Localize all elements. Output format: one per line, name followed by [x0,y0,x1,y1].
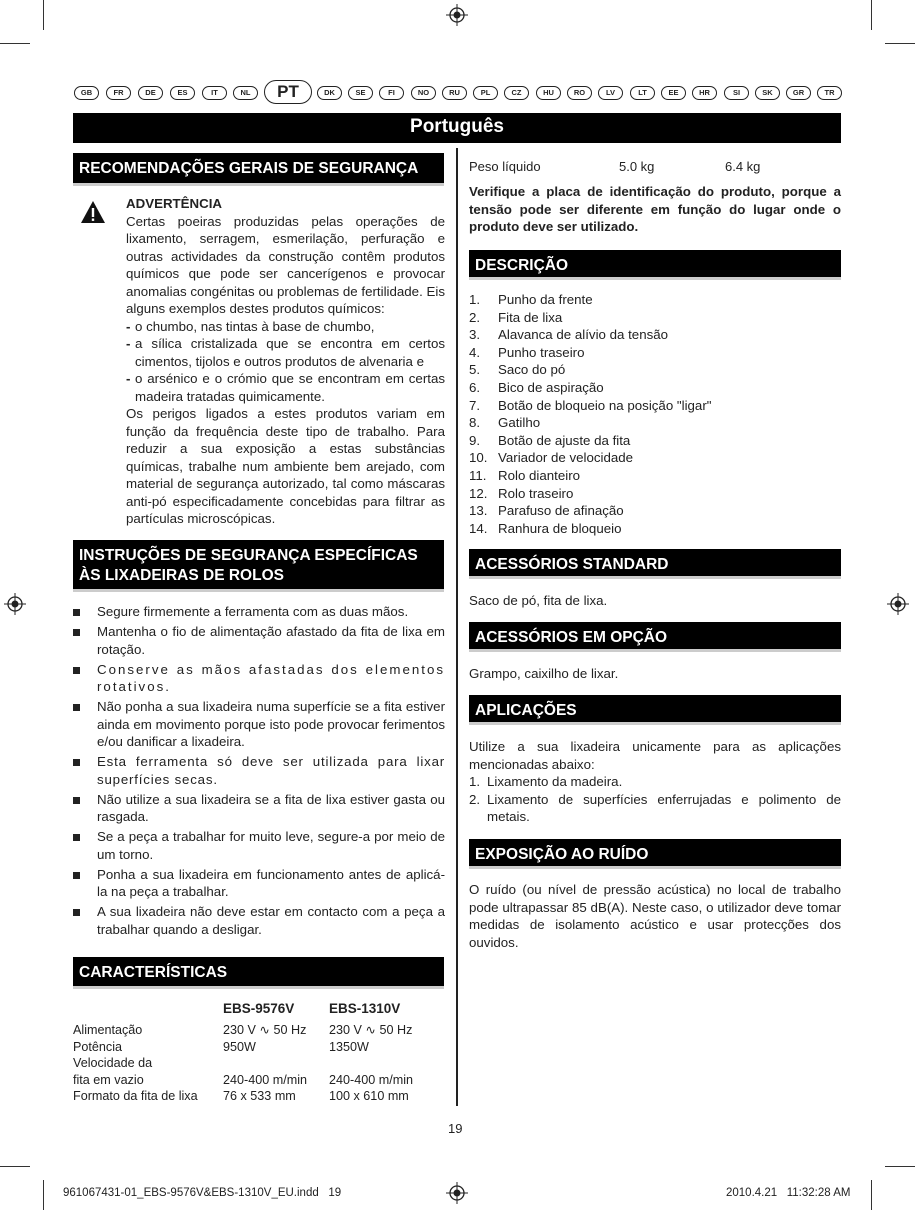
optional-accessories-text: Grampo, caixilho de lixar. [469,666,619,681]
spec-value: 240-400 m/min [223,1072,307,1087]
lang-tab-cz[interactable]: CZ [504,86,529,100]
registration-mark-icon [446,1182,468,1204]
spec-value: 76 x 533 mm [223,1089,296,1103]
spec-label: Formato da fita de lixa [73,1089,198,1103]
lang-tab-se[interactable]: SE [348,86,373,100]
crop-mark [871,0,872,30]
spec-labels [73,1022,223,1105]
list-item: 2. Lixamento de superfícies enferrujadas e polimento de metais. [469,791,841,824]
voltage-check-note: Verifique a placa de identificação do produto, porque a tensão pode ser diferente em função do lugar onde o produto deve ser utilizado. [469,184,841,234]
list-item: 12. Rolo traseiro [469,485,574,501]
list-item: 5. Saco do pó [469,362,566,378]
lang-tab-no[interactable]: NO [411,86,436,100]
list-item: Não utilize a sua lixadeira se a fita de lixa estiver gasta ou rasgada. [73,791,445,826]
spec-value: 100 x 610 mm [329,1089,409,1103]
list-item: Mantenha o fio de alimentação afastado da fita de lixa em rotação. [73,623,445,658]
crop-mark [43,1180,44,1210]
standard-accessories-text: Saco de pó, fita de lixa. [469,593,608,608]
crop-mark [885,1166,915,1167]
spec-label: Alimentação [73,1023,143,1037]
list-item: Esta ferramenta só deve ser utilizada para lixar superfícies secas. [73,753,445,788]
crop-mark [885,43,915,44]
specific-safety-heading: INSTRUÇÕES DE SEGURANÇA ESPECÍFICAS ÀS LIXADEIRAS DE ROLOS [73,540,444,592]
parts-list [469,291,841,537]
specific-safety-list [73,603,445,941]
list-item: 8. Gatilho [469,415,541,431]
spec-label: fita em vazio [73,1072,144,1087]
applications-body [469,738,841,826]
spec-label: Potência [73,1039,123,1054]
list-item: 13. Parafuso de afinação [469,503,624,519]
crop-mark [0,1166,30,1167]
spec-values-model1 [223,1022,328,1105]
crop-mark [871,1180,872,1210]
list-item: - o arsénico e o crómio que se encontram em certas madeira tratadas quimicamente. [126,371,445,404]
lang-tab-hu[interactable]: HU [536,86,561,100]
page-number: 19 [448,1121,463,1136]
list-item: - o chumbo, nas tintas à base de chumbo, [126,318,375,334]
lang-tab-fi[interactable]: FI [379,86,404,100]
list-item: 11. Rolo dianteiro [469,467,581,483]
list-item: 2. Fita de lixa [469,309,563,325]
lang-tab-nl[interactable]: NL [233,86,258,100]
list-item: 7. Botão de bloqueio na posição "ligar" [469,397,712,413]
spec-values-model2 [329,1022,444,1105]
list-item: Não ponha a sua lixadeira numa superfície se a fita estiver ainda em movimento porque isto pode provocar ferimentos e/ou danificar a lixadeira. [73,698,445,751]
footer-timestamp: 2010.4.21 11:32:28 AM [726,1187,851,1199]
lang-tab-es[interactable]: ES [170,86,195,100]
lang-tab-fr[interactable]: FR [106,86,131,100]
model-header: EBS-9576V [223,1001,295,1016]
list-item: 6. Bico de aspiração [469,379,604,395]
list-item: Se a peça a trabalhar for muito leve, segure-a por meio de um torno. [73,828,445,863]
crop-mark [0,43,30,44]
list-item: 4. Punho traseiro [469,344,585,360]
spec-value [329,1055,444,1072]
warning-title: ADVERTÊNCIA [126,196,223,211]
lang-tab-lt[interactable]: LT [630,86,655,100]
list-item: 10. Variador de velocidade [469,450,634,466]
lang-tab-gr[interactable]: GR [786,86,811,100]
warning-paragraph: Certas poeiras produzidas pelas operações de lixamento, serragem, esmerilação, perfuração e outras actividades da construção contêm produtos químicos que pode ser cancerígenos e provocar anomalias congénitas ou problemas de fertilidade. Eis alguns exemplos destes produtos químicos: [126,213,445,316]
lang-tab-de[interactable]: DE [138,86,163,100]
applications-intro: Utilize a sua lixadeira unicamente para as aplicações mencionadas abaixo: [469,739,841,772]
list-item: Ponha a sua lixadeira em funcionamento antes de aplicá-la na peça a trabalhar. [73,866,445,901]
list-item: Conserve as mãos afastadas dos elementos rotativos. [73,661,445,696]
lang-tab-hr[interactable]: HR [692,86,717,100]
applications-heading: APLICAÇÕES [469,695,841,725]
lang-tab-lv[interactable]: LV [598,86,623,100]
optional-accessories-heading: ACESSÓRIOS EM OPÇÃO [469,622,841,652]
spec-value: 230 V ∿ 50 Hz [329,1023,413,1037]
lang-tab-tr[interactable]: TR [817,86,842,100]
registration-mark-icon [446,4,468,26]
list-item: 14. Ranhura de bloqueio [469,520,622,536]
list-item: A sua lixadeira não deve estar em contacto com a peça a trabalhar quando a desligar. [73,903,445,938]
registration-mark-icon [4,593,26,615]
lang-tab-ee[interactable]: EE [661,86,686,100]
net-weight-label: Peso líquido [469,159,541,174]
lang-tab-pl[interactable]: PL [473,86,498,100]
lang-tab-ro[interactable]: RO [567,86,592,100]
registration-mark-icon [887,593,909,615]
list-item: 1. Punho da frente [469,292,593,307]
spec-value: 950W [223,1039,256,1054]
model-header: EBS-1310V [329,1001,401,1016]
lang-tab-sk[interactable]: SK [755,86,780,100]
net-weight-value: 5.0 kg [619,159,655,174]
page-title: Português [73,113,841,143]
list-item: 9. Botão de ajuste da fita [469,432,631,448]
standard-accessories-heading: ACESSÓRIOS STANDARD [469,549,841,579]
list-item: 1. Lixamento da madeira. [469,774,623,789]
lang-tab-dk[interactable]: DK [317,86,342,100]
language-tabs [74,80,842,106]
lang-tab-ru[interactable]: RU [442,86,467,100]
spec-value: 1350W [329,1039,369,1054]
net-weight-value: 6.4 kg [725,159,761,174]
description-heading: DESCRIÇÃO [469,250,841,280]
lang-tab-gb[interactable]: GB [74,86,99,100]
general-safety-body [126,195,445,528]
spec-value: 240-400 m/min [329,1072,413,1087]
warning-icon [80,200,106,224]
crop-mark [43,0,44,30]
lang-tab-si[interactable]: SI [724,86,749,100]
characteristics-heading: CARACTERÍSTICAS [73,957,444,989]
spec-label: Velocidade da [73,1056,153,1070]
noise-heading: EXPOSIÇÃO AO RUÍDO [469,839,841,869]
noise-text: O ruído (ou nível de pressão acústica) no local de trabalho pode ultrapassar 85 dB(A). Neste caso, o utilizador deve tomar medidas de isolamento acústico e usar protecções dos ouvidos. [469,882,841,950]
list-item: - a sílica cristalizada que se encontra em certos cimentos, tijolos e outros produtos de alvenaria e [126,336,445,369]
column-divider [456,148,458,1106]
list-item: 3. Alavanca de alívio da tensão [469,327,669,343]
footer-filename: 961067431-01_EBS-9576V&EBS-1310V_EU.indd 19 [63,1187,342,1199]
warning-paragraph: Os perigos ligados a estes produtos variam em função da frequência deste tipo de trabalho. Para reduzir a sua exposição a estas substâncias químicas, trabalhe num ambiente bem arejado, com material de segurança autorizado, tal como máscaras anti-pó especificadamente concebidas para filtrar as partículas microscópicas. [126,406,445,526]
general-safety-heading: RECOMENDAÇÕES GERAIS DE SEGURANÇA [73,153,444,186]
list-item: Segure firmemente a ferramenta com as duas mãos. [73,603,445,621]
spec-value [223,1055,328,1072]
lang-tab-it[interactable]: IT [202,86,227,100]
lang-tab-pt[interactable]: PT [264,80,312,104]
spec-value: 230 V ∿ 50 Hz [223,1023,307,1037]
